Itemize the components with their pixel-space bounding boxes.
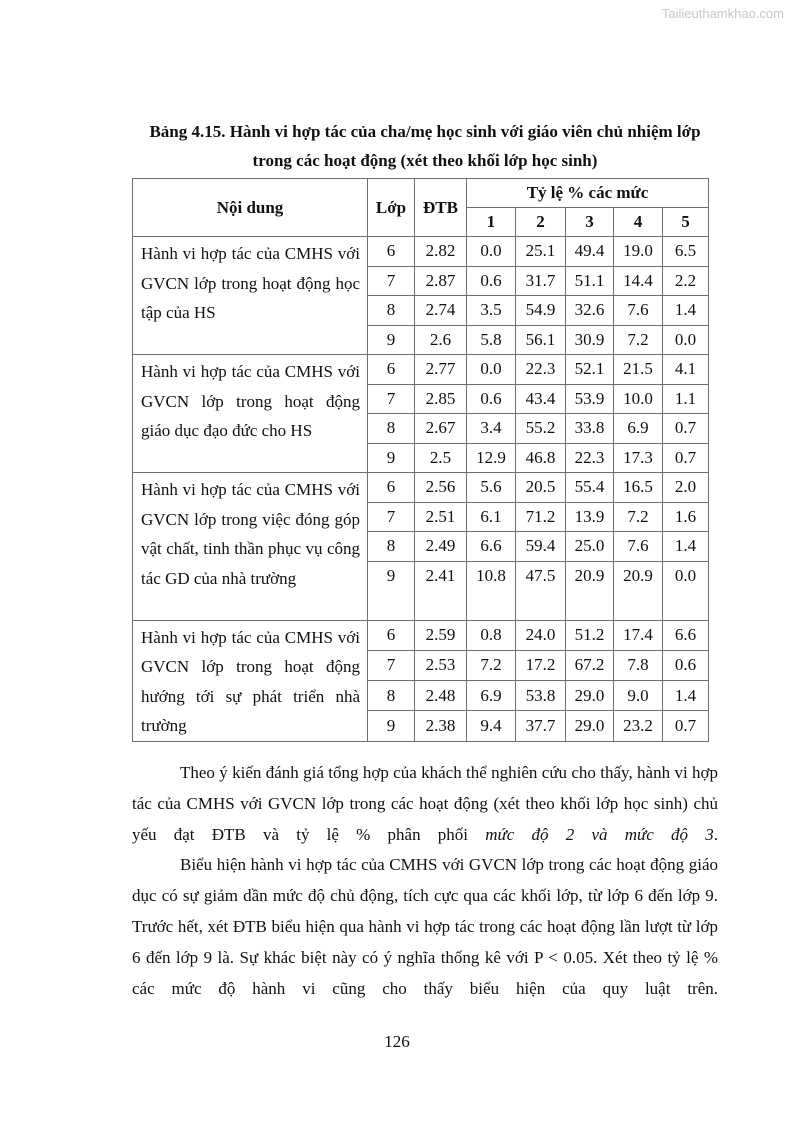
grade-cell: 8 <box>368 532 415 562</box>
content-cell: Hành vi hợp tác của CMHS với GVCN lớp trong hoạt động học tập của HS <box>133 237 368 355</box>
level-1-cell: 9.4 <box>467 711 516 741</box>
avg-cell: 2.6 <box>415 325 467 355</box>
level-2-cell: 55.2 <box>516 414 566 444</box>
level-3-cell: 53.9 <box>566 384 614 414</box>
grade-cell: 9 <box>368 561 415 620</box>
watermark: Tailieuthamkhao.com <box>661 6 784 21</box>
level-5-cell: 1.4 <box>663 296 709 326</box>
data-table <box>132 178 709 742</box>
level-3-cell: 67.2 <box>566 650 614 680</box>
level-1-cell: 12.9 <box>467 443 516 473</box>
table-row <box>133 473 709 503</box>
grade-cell: 8 <box>368 681 415 711</box>
level-1-cell: 10.8 <box>467 561 516 620</box>
level-3-cell: 51.1 <box>566 266 614 296</box>
grade-cell: 6 <box>368 355 415 385</box>
level-2-cell: 20.5 <box>516 473 566 503</box>
level-4-cell: 23.2 <box>614 711 663 741</box>
grade-cell: 6 <box>368 620 415 650</box>
level-5-cell: 1.4 <box>663 532 709 562</box>
level-4-cell: 19.0 <box>614 237 663 267</box>
level-5-cell: 6.5 <box>663 237 709 267</box>
level-4-cell: 10.0 <box>614 384 663 414</box>
content-cell: Hành vi hợp tác của CMHS với GVCN lớp trong hoạt động hướng tới sự phát triển nhà trường <box>133 620 368 741</box>
level-2-cell: 47.5 <box>516 561 566 620</box>
paragraph-2-text: Biểu hiện hành vi hợp tác của CMHS với GVCN lớp trong các hoạt động giáo dục có sự giảm dần mức độ chủ động, tích cực qua các khối lớp, từ lớp 6 đến lớp 9. Trước hết, xét ĐTB biểu hiện qua hành vi hợp tác trong các hoạt động lần lượt từ lớp 6 đến lớp 9 là. Sự khác biệt này có ý nghĩa thống kê với P < 0.05. Xét theo tỷ lệ % các mức độ hành vi cũng cho thấy biểu hiện của quy luật trên. <box>132 855 718 998</box>
level-4-cell: 7.6 <box>614 296 663 326</box>
level-1-cell: 0.8 <box>467 620 516 650</box>
level-2-cell: 71.2 <box>516 502 566 532</box>
header-avg: ĐTB <box>415 179 467 237</box>
avg-cell: 2.53 <box>415 650 467 680</box>
avg-cell: 2.51 <box>415 502 467 532</box>
level-2-cell: 43.4 <box>516 384 566 414</box>
level-4-cell: 16.5 <box>614 473 663 503</box>
header-level-2: 2 <box>516 208 566 237</box>
caption-line-1: Bảng 4.15. Hành vi hợp tác của cha/mẹ học sinh với giáo viên chủ nhiệm lớp <box>149 122 701 141</box>
paragraph-1-italic: mức độ 2 và mức độ 3 <box>485 825 714 844</box>
level-3-cell: 33.8 <box>566 414 614 444</box>
level-1-cell: 0.0 <box>467 237 516 267</box>
table-row <box>133 620 709 650</box>
grade-cell: 7 <box>368 502 415 532</box>
level-3-cell: 51.2 <box>566 620 614 650</box>
page-number: 126 <box>384 1032 410 1051</box>
avg-cell: 2.38 <box>415 711 467 741</box>
level-4-cell: 7.2 <box>614 502 663 532</box>
level-2-cell: 31.7 <box>516 266 566 296</box>
grade-cell: 6 <box>368 473 415 503</box>
level-2-cell: 59.4 <box>516 532 566 562</box>
level-2-cell: 54.9 <box>516 296 566 326</box>
level-1-cell: 3.4 <box>467 414 516 444</box>
table-caption <box>120 117 730 175</box>
avg-cell: 2.49 <box>415 532 467 562</box>
level-1-cell: 5.6 <box>467 473 516 503</box>
paragraph-1: Theo ý kiến đánh giá tổng hợp của khách thể nghiên cứu cho thấy, hành vi hợp tác của CMHS với GVCN lớp trong các hoạt động (xét theo khối lớp học sinh) chủ yếu đạt ĐTB và tỷ lệ % phân phối mức độ 2 và mức độ 3. <box>132 763 719 844</box>
content-cell: Hành vi hợp tác của CMHS với GVCN lớp trong hoạt động giáo dục đạo đức cho HS <box>133 355 368 473</box>
level-4-cell: 9.0 <box>614 681 663 711</box>
level-2-cell: 46.8 <box>516 443 566 473</box>
level-3-cell: 30.9 <box>566 325 614 355</box>
level-3-cell: 29.0 <box>566 681 614 711</box>
grade-cell: 9 <box>368 711 415 741</box>
level-5-cell: 0.6 <box>663 650 709 680</box>
level-4-cell: 7.6 <box>614 532 663 562</box>
level-2-cell: 17.2 <box>516 650 566 680</box>
avg-cell: 2.77 <box>415 355 467 385</box>
grade-cell: 8 <box>368 414 415 444</box>
level-2-cell: 22.3 <box>516 355 566 385</box>
level-5-cell: 0.7 <box>663 711 709 741</box>
level-4-cell: 21.5 <box>614 355 663 385</box>
level-1-cell: 0.6 <box>467 266 516 296</box>
level-5-cell: 0.0 <box>663 325 709 355</box>
level-5-cell: 0.7 <box>663 443 709 473</box>
level-3-cell: 20.9 <box>566 561 614 620</box>
level-3-cell: 22.3 <box>566 443 614 473</box>
paragraph-2 <box>132 849 718 1004</box>
level-1-cell: 6.9 <box>467 681 516 711</box>
grade-cell: 9 <box>368 325 415 355</box>
avg-cell: 2.48 <box>415 681 467 711</box>
content-cell: Hành vi hợp tác của CMHS với GVCN lớp trong việc đóng góp vật chất, tinh thần phục vụ công tác GD của nhà trường <box>133 473 368 621</box>
paragraph-1-text: Theo ý kiến đánh giá tổng hợp của khách thể nghiên cứu cho thấy, hành vi hợp tác của CMHS với GVCN lớp trong các hoạt động (xét theo khối lớp học sinh) chủ yếu đạt ĐTB và tỷ lệ % phân phối <box>132 763 718 844</box>
grade-cell: 8 <box>368 296 415 326</box>
level-3-cell: 55.4 <box>566 473 614 503</box>
level-1-cell: 6.1 <box>467 502 516 532</box>
grade-cell: 7 <box>368 650 415 680</box>
level-4-cell: 14.4 <box>614 266 663 296</box>
level-2-cell: 53.8 <box>516 681 566 711</box>
avg-cell: 2.67 <box>415 414 467 444</box>
level-2-cell: 56.1 <box>516 325 566 355</box>
level-5-cell: 0.0 <box>663 561 709 620</box>
level-1-cell: 3.5 <box>467 296 516 326</box>
header-level-1: 1 <box>467 208 516 237</box>
grade-cell: 6 <box>368 237 415 267</box>
level-1-cell: 5.8 <box>467 325 516 355</box>
table-row <box>133 237 709 267</box>
level-5-cell: 1.4 <box>663 681 709 711</box>
level-4-cell: 17.4 <box>614 620 663 650</box>
level-5-cell: 1.6 <box>663 502 709 532</box>
avg-cell: 2.85 <box>415 384 467 414</box>
avg-cell: 2.5 <box>415 443 467 473</box>
caption-line-2: trong các hoạt động (xét theo khối lớp học sinh) <box>252 151 598 170</box>
avg-cell: 2.41 <box>415 561 467 620</box>
avg-cell: 2.87 <box>415 266 467 296</box>
avg-cell: 2.82 <box>415 237 467 267</box>
level-1-cell: 7.2 <box>467 650 516 680</box>
level-1-cell: 6.6 <box>467 532 516 562</box>
level-2-cell: 37.7 <box>516 711 566 741</box>
level-4-cell: 7.2 <box>614 325 663 355</box>
level-2-cell: 25.1 <box>516 237 566 267</box>
level-3-cell: 49.4 <box>566 237 614 267</box>
header-level-4: 4 <box>614 208 663 237</box>
grade-cell: 7 <box>368 266 415 296</box>
avg-cell: 2.56 <box>415 473 467 503</box>
header-levels-group: Tỷ lệ % các mức <box>467 179 709 208</box>
grade-cell: 9 <box>368 443 415 473</box>
level-1-cell: 0.0 <box>467 355 516 385</box>
grade-cell: 7 <box>368 384 415 414</box>
level-3-cell: 13.9 <box>566 502 614 532</box>
level-4-cell: 6.9 <box>614 414 663 444</box>
level-5-cell: 2.2 <box>663 266 709 296</box>
level-5-cell: 4.1 <box>663 355 709 385</box>
avg-cell: 2.59 <box>415 620 467 650</box>
header-level-3: 3 <box>566 208 614 237</box>
avg-cell: 2.74 <box>415 296 467 326</box>
level-5-cell: 1.1 <box>663 384 709 414</box>
level-2-cell: 24.0 <box>516 620 566 650</box>
level-3-cell: 29.0 <box>566 711 614 741</box>
level-3-cell: 52.1 <box>566 355 614 385</box>
header-content: Nội dung <box>133 179 368 237</box>
level-5-cell: 6.6 <box>663 620 709 650</box>
level-3-cell: 32.6 <box>566 296 614 326</box>
header-grade: Lớp <box>368 179 415 237</box>
level-1-cell: 0.6 <box>467 384 516 414</box>
level-5-cell: 2.0 <box>663 473 709 503</box>
level-4-cell: 17.3 <box>614 443 663 473</box>
level-3-cell: 25.0 <box>566 532 614 562</box>
header-level-5: 5 <box>663 208 709 237</box>
level-4-cell: 20.9 <box>614 561 663 620</box>
level-4-cell: 7.8 <box>614 650 663 680</box>
level-5-cell: 0.7 <box>663 414 709 444</box>
table-row <box>133 355 709 385</box>
